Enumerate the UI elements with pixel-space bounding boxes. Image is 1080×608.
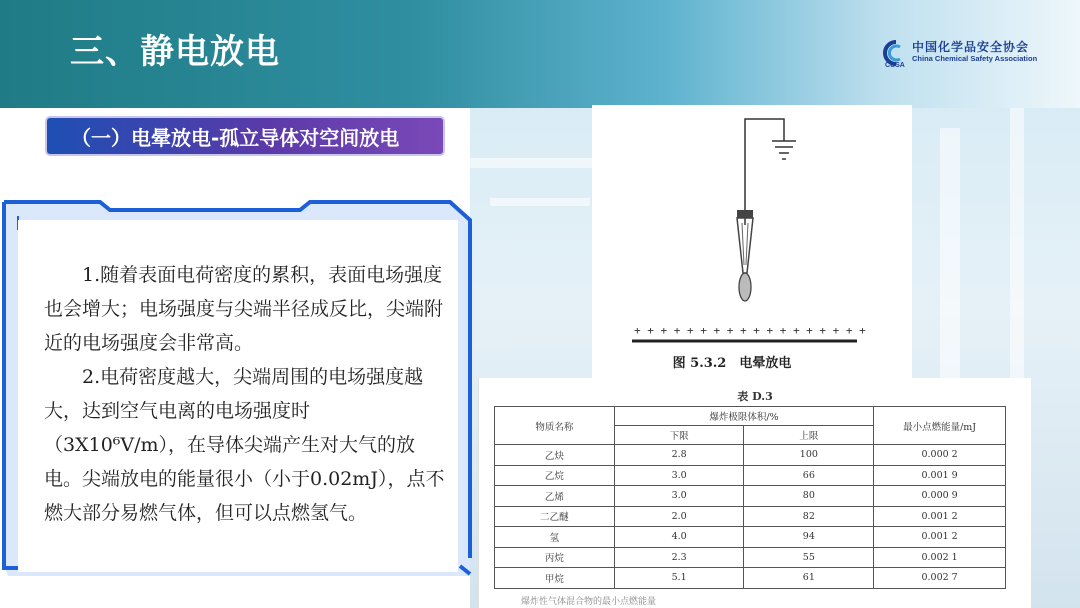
header-upper: 上限	[744, 426, 874, 445]
cell-upper: 94	[744, 527, 874, 548]
corona-discharge-figure	[592, 105, 912, 380]
table-title: 表 D.3	[737, 390, 773, 403]
logo-english-name: China Chemical Safety Association	[912, 54, 1038, 63]
table-row	[495, 486, 1006, 507]
cell-upper: 55	[744, 547, 874, 568]
cell-name: 丙烷	[495, 547, 615, 568]
explosion-limit-table	[494, 406, 1006, 589]
table-row	[495, 547, 1006, 568]
slide-title: 三、静电放电	[70, 32, 280, 72]
table-row	[495, 506, 1006, 527]
cell-name: 乙炔	[495, 445, 615, 466]
cell-energy: 0.001 2	[874, 506, 1006, 527]
cell-name: 甲烷	[495, 568, 615, 589]
header-lower: 下限	[614, 426, 744, 445]
cell-energy: 0.001 2	[874, 527, 1006, 548]
cell-upper: 82	[744, 506, 874, 527]
logo-mark-text: CCSA	[885, 62, 905, 68]
paragraph-1: 1.随着表面电荷密度的累积，表面电场强度也会增大；电场强度与尖端半径成反比，尖端附近的电场强度会非常高。	[44, 264, 444, 354]
association-logo	[876, 38, 1046, 68]
cell-name: 氢	[495, 527, 615, 548]
figure-caption: 图 5.3.2 电晕放电	[672, 356, 792, 371]
section-heading: （一）电晕放电-孤立导体对空间放电	[71, 125, 400, 150]
cell-lower: 2.0	[614, 506, 744, 527]
cell-upper: 66	[744, 465, 874, 486]
cell-lower: 5.1	[614, 568, 744, 589]
ground-icon	[772, 141, 796, 159]
header-substance: 物质名称	[495, 407, 615, 445]
cell-energy: 0.001 9	[874, 465, 1006, 486]
table-footnote: 爆炸性气体混合物的最小点燃能量	[521, 597, 657, 607]
cell-lower: 2.3	[614, 547, 744, 568]
header-band	[0, 0, 1080, 108]
table-row	[495, 445, 1006, 466]
logo-chinese-name: 中国化学品安全协会	[912, 40, 1030, 54]
cell-energy: 0.002 1	[874, 547, 1006, 568]
cell-lower: 3.0	[614, 465, 744, 486]
paragraph-2: 2.电荷密度越大，尖端周围的电场强度越大，达到空气电离的电场强度时（3X10⁶V/m），在导体尖端产生对大气的放电。尖端放电的能量很小（小于0.02mJ），点不燃大部分易燃气体，但可以点燃氢气。	[44, 366, 445, 524]
table-row	[495, 465, 1006, 486]
cell-energy: 0.000 9	[874, 486, 1006, 507]
cell-name: 乙烷	[495, 465, 615, 486]
content-text-box	[18, 220, 458, 572]
cell-upper: 80	[744, 486, 874, 507]
header-explosion-limit: 爆炸极限体积/%	[614, 407, 873, 426]
cell-upper: 61	[744, 568, 874, 589]
cell-lower: 2.8	[614, 445, 744, 466]
cell-energy: 0.000 2	[874, 445, 1006, 466]
cell-name: 乙烯	[495, 486, 615, 507]
table-row	[495, 568, 1006, 589]
cell-energy: 0.002 7	[874, 568, 1006, 589]
plus-charges: + + + + + + + + + + + + + + + + + +	[634, 324, 866, 337]
header-min-ignition: 最小点燃能量/mJ	[874, 407, 1006, 445]
cell-lower: 4.0	[614, 527, 744, 548]
cell-lower: 3.0	[614, 486, 744, 507]
cell-upper: 100	[744, 445, 874, 466]
ccsa-logo-icon	[876, 38, 910, 68]
data-table-panel	[478, 378, 1031, 608]
table-row	[495, 527, 1006, 548]
cell-name: 二乙醚	[495, 506, 615, 527]
section-heading-pill	[45, 116, 445, 156]
corona-diagram	[592, 105, 912, 355]
